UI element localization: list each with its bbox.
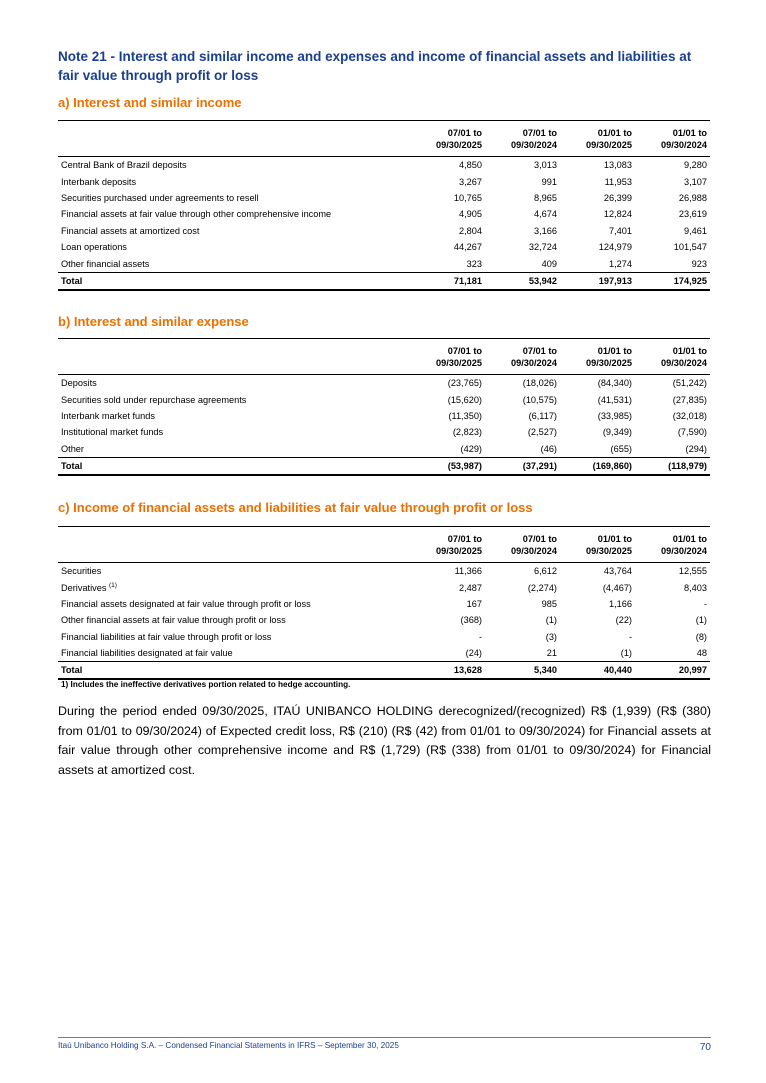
row-label [58,173,410,189]
table-row [58,424,710,440]
row-label-text: Total [61,275,83,286]
column-header-line1: 07/01 to [447,345,482,356]
column-header-line1: 01/01 to [672,127,707,138]
value-cell: - [628,631,632,642]
value-cell: 12,555 [678,566,707,577]
column-header-line1: 01/01 to [597,345,632,356]
value-cell: 2,804 [459,225,482,236]
column-header-line1: 07/01 to [447,533,482,544]
column-header-line2: 09/30/2025 [436,139,482,150]
body-paragraph: During the period ended 09/30/2025, ITAÚ UNIBANCO HOLDING derecognized/(recognized) R$ (1,939) (R$ (380) from 01/01 to 09/30/2024) of Expected credit loss, R$ (210) (R$ (42) from 01/01 to 09/30/2024) for Financial assets at fair value through other comprehensive income and R$ (1,729) (R$ (338) from 01/01 to 09/30/2024) for Financial assets at amortized cost. [58,704,711,777]
row-label-text: Financial assets at amortized cost [61,225,200,236]
row-label-text: Financial liabilities designated at fair value [61,648,233,659]
table-row [58,223,710,239]
column-header-line1: 07/01 to [522,127,557,138]
column-header-line1: 07/01 to [522,533,557,544]
row-label-text: Financial assets at fair value through other comprehensive income [61,209,332,220]
row-label-text: Other financial assets at fair value through profit or loss [61,615,286,626]
row-label [58,424,410,440]
column-header-line1: 07/01 to [522,345,557,356]
table-row [58,408,710,424]
value-cell: 3,267 [459,176,482,187]
column-header [410,339,485,375]
row-label [58,629,410,645]
row-label-text: Loan operations [61,242,127,253]
value-cell: (84,340) [597,378,632,389]
value-cell: (7,590) [677,427,707,438]
value-cell: 26,399 [603,192,632,203]
row-label [58,596,410,612]
column-header [635,527,710,563]
row-label [58,391,410,407]
value-cell: 101,547 [673,242,707,253]
value-cell: 3,107 [684,176,707,187]
value-cell: (1) [620,648,632,659]
row-label-text: Interbank market funds [61,410,155,421]
note-title: Note 21 - Interest and similar income and expenses and income of financial assets and liabilities at fair value through profit or loss [58,49,692,83]
value-cell: 4,850 [459,160,482,171]
row-label-text: Securities [61,566,102,577]
total-row [58,457,710,475]
column-header-line1: 01/01 to [597,127,632,138]
value-cell: (2,823) [452,427,482,438]
column-header [560,121,635,157]
value-cell: (169,860) [560,457,635,475]
column-header [410,121,485,157]
row-label [58,441,410,458]
value-cell: 323 [466,258,482,269]
table-row [58,612,710,628]
column-header-line2: 09/30/2025 [586,545,632,556]
row-label-text: Derivatives [61,582,107,593]
value-cell: (6,117) [528,410,557,421]
footnote: 1) Includes the ineffective derivatives portion related to hedge accounting. [61,680,351,689]
total-row [58,662,710,680]
table-header-row [58,121,710,157]
section-c-title: c) Income of financial assets and liabilities at fair value through profit or loss [58,500,533,515]
table-row [58,441,710,458]
value-cell: (3) [545,631,557,642]
value-cell: 53,942 [485,272,560,290]
row-label-text: Central Bank of Brazil deposits [61,160,187,171]
value-cell: 43,764 [603,566,632,577]
row-label [58,272,410,290]
value-cell: (2,274) [527,582,557,593]
interest-expense-table [58,338,710,476]
column-header-line2: 09/30/2024 [511,357,557,368]
row-label [58,457,410,475]
row-label [58,190,410,206]
section-b-title: b) Interest and similar expense [58,314,249,329]
value-cell: 3,166 [534,225,557,236]
value-cell: 12,824 [603,209,632,220]
column-header-line2: 09/30/2024 [661,139,707,150]
value-cell: (8) [695,631,707,642]
row-label-text: Institutional market funds [61,427,164,438]
row-label [58,206,410,222]
table-row [58,173,710,189]
row-label [58,645,410,662]
table-header-row [58,527,710,563]
column-header [410,527,485,563]
value-cell: 21 [546,648,557,659]
row-label [58,223,410,239]
column-header-line2: 09/30/2025 [436,545,482,556]
value-cell: 9,461 [684,225,707,236]
value-cell: 23,619 [678,209,707,220]
row-label [58,375,410,392]
row-label [58,612,410,628]
value-cell: (1) [545,615,557,626]
value-cell: 2,487 [459,582,482,593]
value-cell: (22) [615,615,632,626]
value-cell: 11,366 [454,566,482,577]
row-label [58,563,410,580]
footnote-marker: (1) [109,581,117,589]
value-cell: 8,403 [684,582,707,593]
column-header-line2: 09/30/2025 [436,357,482,368]
value-cell: 991 [541,176,557,187]
value-cell: 40,440 [560,662,635,680]
footer-divider [58,1037,711,1038]
header-label-cell [58,339,410,375]
value-cell: 167 [466,598,482,609]
table-row [58,563,710,580]
column-header-line2: 09/30/2024 [511,139,557,150]
value-cell: (655) [610,443,632,454]
footer-text: Itaú Unibanco Holding S.A. – Condensed Financial Statements in IFRS – September 30, 2025 [58,1041,399,1050]
value-cell: - [703,598,707,609]
row-label-text: Other financial assets [61,258,150,269]
value-cell: 7,401 [609,225,632,236]
table-row [58,190,710,206]
page-number: 70 [699,1042,711,1053]
row-label-text: Deposits [61,378,97,389]
value-cell: 11,953 [604,176,632,187]
value-cell: (9,349) [602,427,632,438]
column-header-line2: 09/30/2025 [586,139,632,150]
value-cell: (11,350) [448,410,482,421]
value-cell: 9,280 [684,160,707,171]
value-cell: (2,527) [527,427,557,438]
row-label-text: Financial assets designated at fair value through profit or loss [61,598,311,609]
value-cell: (1) [695,615,707,626]
table-row [58,375,710,392]
column-header-line2: 09/30/2024 [661,357,707,368]
column-header-line2: 09/30/2025 [586,357,632,368]
column-header-line1: 07/01 to [447,127,482,138]
column-header [635,121,710,157]
table-row [58,391,710,407]
value-cell: 409 [541,258,557,269]
column-header [560,527,635,563]
header-label-cell [58,527,410,563]
value-cell: (118,979) [635,457,710,475]
value-cell: (23,765) [447,378,482,389]
value-cell: 4,905 [459,209,482,220]
value-cell: 32,724 [528,242,557,253]
row-label-text: Financial liabilities at fair value through profit or loss [61,631,272,642]
value-cell: 124,979 [598,242,632,253]
row-label [58,239,410,255]
value-cell: (37,291) [485,457,560,475]
value-cell: - [478,631,482,642]
total-row [58,272,710,290]
section-a-title: a) Interest and similar income [58,95,242,110]
column-header [485,527,560,563]
value-cell: (46) [540,443,557,454]
header-label-cell [58,121,410,157]
column-header [635,339,710,375]
value-cell: 26,988 [678,192,707,203]
row-label-text: Total [61,460,83,471]
row-label [58,255,410,272]
row-label [58,662,410,680]
table-row [58,596,710,612]
table-row [58,255,710,272]
column-header [485,339,560,375]
value-cell: 3,013 [534,160,557,171]
column-header-line1: 01/01 to [597,533,632,544]
row-label-text: Total [61,665,83,676]
value-cell: 13,083 [603,160,632,171]
fvtpl-income-table [58,526,710,680]
value-cell: (368) [460,615,482,626]
value-cell: (53,987) [410,457,485,475]
value-cell: 8,965 [534,192,557,203]
value-cell: (32,018) [672,410,707,421]
value-cell: 5,340 [485,662,560,680]
column-header-line2: 09/30/2024 [511,545,557,556]
row-label-text: Securities purchased under agreements to resell [61,192,259,203]
table-row [58,629,710,645]
column-header [485,121,560,157]
value-cell: (51,242) [672,378,707,389]
column-header-line1: 01/01 to [672,533,707,544]
value-cell: (4,467) [602,582,632,593]
value-cell: (294) [685,443,707,454]
value-cell: (18,026) [522,378,557,389]
value-cell: (429) [460,443,482,454]
value-cell: (27,835) [672,394,707,405]
value-cell: 923 [691,258,707,269]
value-cell: 197,913 [560,272,635,290]
value-cell: 48 [696,648,707,659]
table-row [58,157,710,174]
table-row [58,645,710,662]
value-cell: 6,612 [534,566,557,577]
table-row [58,579,710,595]
table-row [58,206,710,222]
row-label [58,408,410,424]
row-label-text: Other [61,443,84,454]
table-row [58,239,710,255]
value-cell: (41,531) [597,394,632,405]
interest-income-table [58,120,710,291]
value-cell: (15,620) [447,394,482,405]
value-cell: (33,985) [597,410,632,421]
row-label [58,157,410,174]
value-cell: 1,166 [609,598,632,609]
row-label-text: Interbank deposits [61,176,137,187]
value-cell: 20,997 [635,662,710,680]
value-cell: 1,274 [609,258,632,269]
value-cell: 174,925 [635,272,710,290]
row-label [58,579,410,595]
column-header-line1: 01/01 to [672,345,707,356]
value-cell: (24) [465,648,482,659]
row-label-text: Securities sold under repurchase agreements [61,394,247,405]
column-header [560,339,635,375]
value-cell: 13,628 [410,662,485,680]
table-header-row [58,339,710,375]
value-cell: (10,575) [522,394,557,405]
value-cell: 4,674 [534,209,557,220]
value-cell: 985 [541,598,557,609]
value-cell: 71,181 [410,272,485,290]
column-header-line2: 09/30/2024 [661,545,707,556]
value-cell: 10,765 [453,192,482,203]
value-cell: 44,267 [453,242,482,253]
